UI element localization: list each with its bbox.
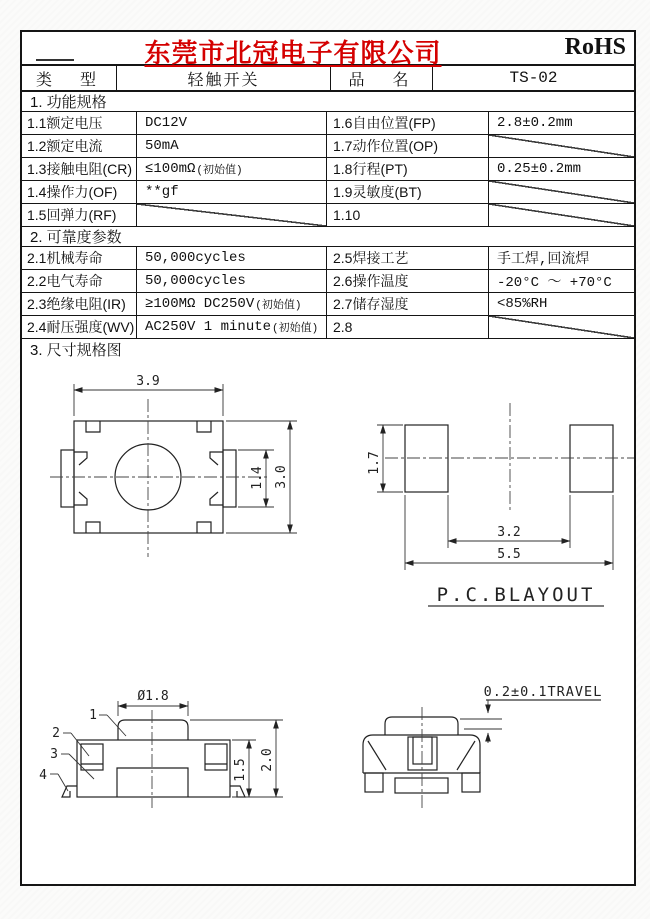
dim-body-height: 1.5 xyxy=(233,758,248,782)
spec-row xyxy=(22,181,634,204)
dimension-drawings xyxy=(20,358,636,886)
section2-title: 2. 可靠度参数 xyxy=(22,227,634,247)
dim-inner-span: 3.2 xyxy=(497,525,521,540)
spec-label: 2.5焊接工艺 xyxy=(327,247,489,269)
spec-value: -20°C ～ +70°C xyxy=(497,275,612,291)
spec-label: 1.5回弹力(RF) xyxy=(22,204,137,226)
spec-value: DC12V xyxy=(137,112,327,134)
spec-label: 1.7动作位置(OP) xyxy=(327,135,489,157)
callout-3: 3 xyxy=(50,747,58,762)
spec-label: 1.1额定电压 xyxy=(22,112,137,134)
pcb-layout-drawing xyxy=(367,403,634,606)
spec-label: 1.10 xyxy=(327,204,489,226)
spec-label: 2.2电气寿命 xyxy=(22,270,137,292)
company-title: 东莞市北冠电子有限公司 xyxy=(144,38,442,68)
spec-value-empty-slash xyxy=(489,204,634,226)
spec-row xyxy=(22,247,634,270)
spec-value: 50,000cycles xyxy=(137,270,327,292)
spec-label: 2.4耐压强度(WV) xyxy=(22,316,137,338)
spec-row xyxy=(22,135,634,158)
spec-value-empty-slash xyxy=(489,135,634,157)
spec-row xyxy=(22,204,634,227)
dim-pad-height: 1.7 xyxy=(367,451,382,475)
front-view-drawing xyxy=(39,689,283,808)
spec-label: 1.6自由位置(FP) xyxy=(327,112,489,134)
spec-value: <85%RH xyxy=(497,296,548,312)
spec-label: 2.6操作温度 xyxy=(327,270,489,292)
spec-value-empty-slash xyxy=(489,316,634,338)
callout-4: 4 xyxy=(39,768,47,783)
spec-row xyxy=(22,270,634,293)
spec-label: 2.1机械寿命 xyxy=(22,247,137,269)
dim-top-height: 3.0 xyxy=(274,465,289,489)
spec-value: ≤100mΩ (初始值) xyxy=(137,158,327,180)
spec-value-empty-slash xyxy=(137,204,327,226)
spec-row xyxy=(22,158,634,181)
spec-label: 2.8 xyxy=(327,316,489,338)
sheet-header xyxy=(22,32,634,66)
top-view-drawing xyxy=(50,374,297,557)
spec-row xyxy=(22,293,634,316)
spec-value: AC250V 1 minute (初始值) xyxy=(137,316,327,338)
centerlines xyxy=(385,403,634,512)
type-value-cell: 轻触开关 xyxy=(117,66,331,90)
spec-value: 50,000cycles xyxy=(137,247,327,269)
spec-row xyxy=(22,112,634,135)
pcb-layout-caption: P.C.BLAYOUT xyxy=(436,584,596,606)
spec-value: ≥100MΩ DC250V (初始值) xyxy=(137,293,327,315)
spec-label: 1.9灵敏度(BT) xyxy=(327,181,489,203)
dim-outer-span: 5.5 xyxy=(497,547,521,562)
rohs-mark: RoHS xyxy=(564,34,626,60)
dim-top-width: 3.9 xyxy=(136,374,160,389)
travel-label: 0.2±0.1TRAVEL xyxy=(483,684,603,700)
spec-value: 手工焊,回流焊 xyxy=(497,252,590,268)
spec-label: 2.3绝缘电阻(IR) xyxy=(22,293,137,315)
type-label-cell: 类 型 xyxy=(22,66,117,90)
section3-title: 3. 尺寸规格图 xyxy=(30,342,122,359)
spec-value: 2.8±0.2mm xyxy=(497,115,573,131)
spec-label: 1.8行程(PT) xyxy=(327,158,489,180)
callout-1: 1 xyxy=(89,708,97,723)
dim-knob-diameter: Ø1.8 xyxy=(137,689,169,704)
callout-2: 2 xyxy=(52,726,60,741)
spec-value: 50mA xyxy=(137,135,327,157)
spec-label: 1.4操作力(OF) xyxy=(22,181,137,203)
name-value-cell: TS-02 xyxy=(509,69,558,87)
dim-total-height: 2.0 xyxy=(260,748,275,772)
dim-top-inner-height: 1.4 xyxy=(250,466,265,490)
spec-label: 1.3接触电阻(CR) xyxy=(22,158,137,180)
spec-value: **gf xyxy=(137,181,327,203)
name-label-cell: 品 名 xyxy=(331,66,433,90)
spec-label: 2.7储存湿度 xyxy=(327,293,489,315)
spec-label: 1.2额定电流 xyxy=(22,135,137,157)
side-view-drawing xyxy=(363,684,602,810)
spec-value-empty-slash xyxy=(489,181,634,203)
section1-title: 1. 功能规格 xyxy=(22,92,634,112)
spec-value: 0.25±0.2mm xyxy=(497,161,582,177)
spec-row xyxy=(22,316,634,339)
